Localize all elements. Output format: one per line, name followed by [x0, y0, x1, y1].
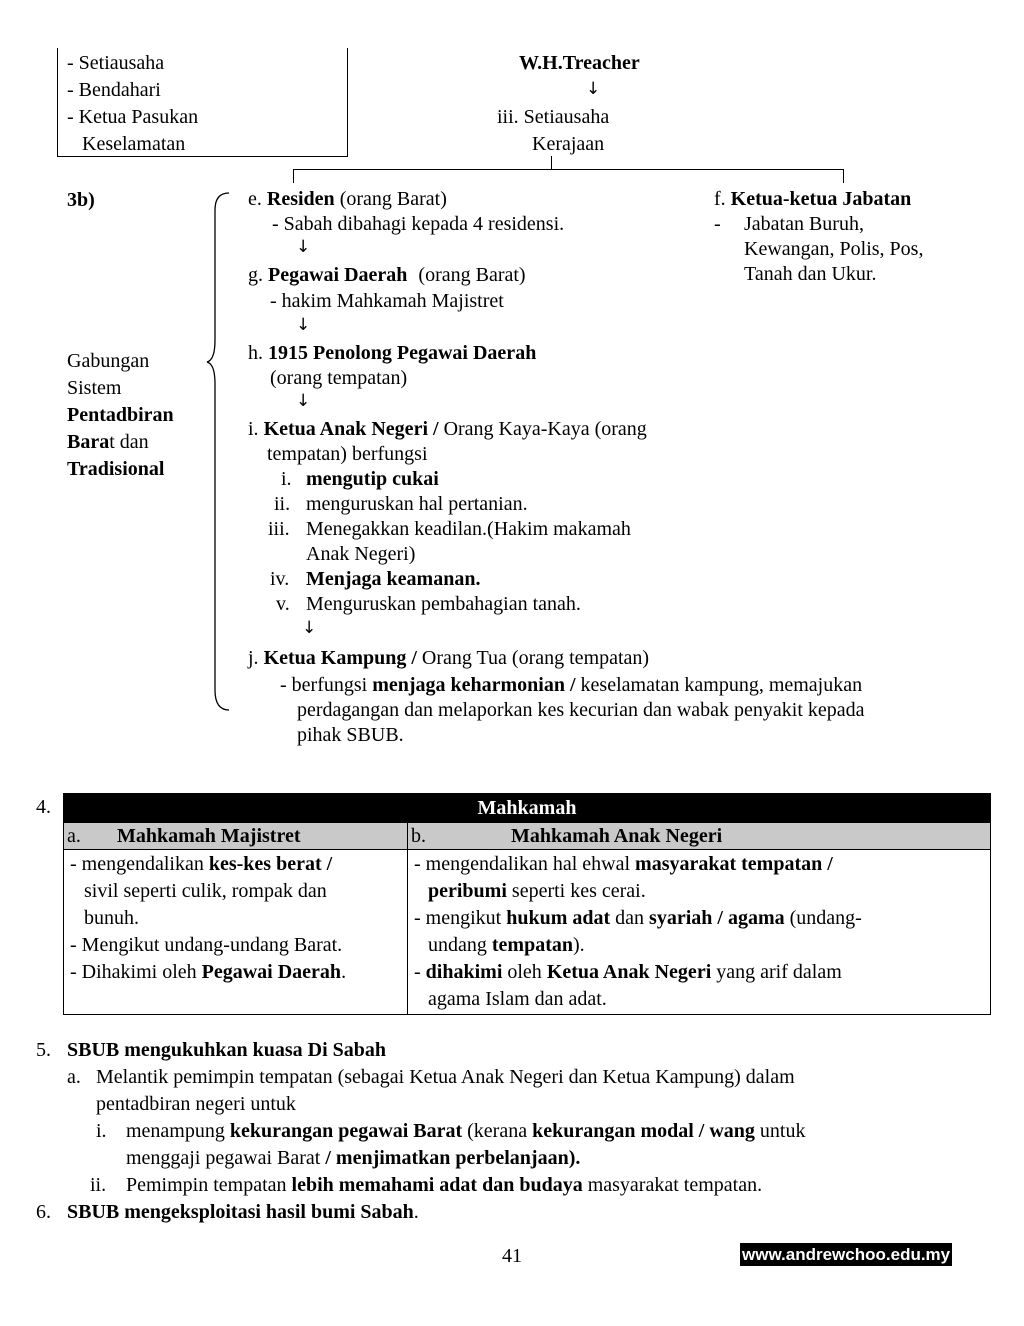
a2: sivil seperti culik, rompak dan: [84, 880, 327, 902]
item-g-sub: - hakim Mahkamah Majistret: [270, 290, 504, 312]
a1-bold: kes-kes berat /: [208, 853, 333, 875]
item-h-penolong: [248, 343, 536, 363]
b5-a: -: [414, 961, 421, 983]
left-label-barat-rest: t dan: [109, 431, 149, 453]
item-f-line1: Jabatan Buruh,: [744, 213, 864, 235]
section-4-number: 4.: [36, 796, 51, 818]
item-h-title: 1915 Penolong Pegawai Daerah: [268, 342, 537, 364]
ii-a: Pemimpin tempatan: [126, 1174, 287, 1196]
sub-item-num: v.: [276, 593, 290, 615]
b3-e: (undang-: [789, 907, 862, 929]
item-f-ketua-jabatan: [714, 189, 911, 209]
majistret-cell: [64, 850, 408, 1015]
i-bold2: kekurangan modal / wang: [532, 1120, 755, 1142]
item-g-title: Pegawai Daerah: [268, 264, 408, 286]
anak-negeri-cell: [408, 850, 991, 1015]
i-e: untuk: [759, 1120, 806, 1142]
b5-bold2: Ketua Anak Negeri: [546, 961, 712, 983]
header-mahkamah-anak-negeri: [408, 823, 991, 850]
connector-right-drop: [843, 169, 844, 183]
b3-bold2: syariah / agama: [649, 907, 785, 929]
left-label-pentadbiran: Pentadbiran: [67, 404, 174, 426]
item-i-title: Ketua Anak Negeri /: [263, 418, 439, 440]
left-label-barat-dan: [67, 432, 149, 452]
sub-item-keadilan: Menegakkan keadilan.(Hakim makamah: [306, 518, 631, 540]
b1-bold: masyarakat tempatan /: [635, 853, 833, 875]
down-arrow-icon: ↓: [296, 315, 311, 335]
section-5a-i-line1: [126, 1121, 805, 1141]
section-5a-i-line2: [126, 1148, 580, 1168]
item-j-line2: perdagangan dan melaporkan kes kecurian dan wabak penyakit kepada: [297, 699, 865, 721]
box-item-ketua-pasukan: - Ketua Pasukan: [67, 106, 199, 128]
box-right-border: [347, 48, 348, 156]
setiausaha-kerajaan-line2: Kerajaan: [532, 133, 605, 155]
b3-a: - mengikut: [414, 907, 502, 929]
sub-item-keadilan-cont: Anak Negeri): [306, 543, 416, 565]
sub-item-num: iii.: [268, 518, 290, 540]
sub-item-pertanian: menguruskan hal pertanian.: [306, 493, 528, 515]
section-6-dot: .: [413, 1201, 419, 1223]
b4-bold: tempatan: [491, 934, 573, 956]
down-arrow-icon: ↓: [302, 618, 317, 638]
item-g-rest: (orang Barat): [418, 264, 526, 286]
sub-item-num: iv.: [270, 568, 290, 590]
item-j-title: Ketua Kampung /: [263, 647, 417, 669]
sub-item-keamanan: Menjaga keamanan.: [306, 568, 481, 590]
section-6-number: 6.: [36, 1201, 51, 1223]
item-g-prefix: g.: [248, 264, 263, 286]
box-bottom-border: [57, 156, 348, 157]
item-f-line3: Tanah dan Ukur.: [744, 263, 877, 285]
left-label-barat-bold: Bara: [67, 431, 110, 453]
i-a: menampung: [126, 1120, 225, 1142]
item-j-ketua-kampung: [248, 648, 649, 668]
curly-brace-icon: [205, 190, 235, 715]
item-h-prefix: h.: [248, 342, 263, 364]
item-j-l1-c: keselamatan kampung, memajukan: [580, 674, 863, 696]
b6: agama Islam dan adat.: [428, 988, 607, 1010]
header-a-title: Mahkamah Majistret: [117, 825, 301, 847]
footer-url[interactable]: www.andrewchoo.edu.my: [742, 1245, 951, 1264]
sub-item-num: ii.: [274, 493, 291, 515]
item-i-ketua-anak-negeri: [248, 419, 647, 439]
item-j-line3: pihak SBUB.: [297, 724, 404, 746]
b1-a: - mengendalikan hal ehwal: [414, 853, 631, 875]
mahkamah-title: Mahkamah: [64, 794, 991, 823]
item-e-residen: [248, 189, 447, 209]
b5-e: yang arif dalam: [716, 961, 842, 983]
header-b-title: Mahkamah Anak Negeri: [511, 825, 723, 847]
down-arrow-icon: ↓: [296, 237, 311, 257]
item-f-title: Ketua-ketua Jabatan: [730, 188, 912, 210]
item-e-rest: (orang Barat): [339, 188, 447, 210]
item-j-line1: [280, 675, 862, 695]
section-5a-line2: pentadbiran negeri untuk: [96, 1093, 296, 1115]
left-label-tradisional: Tradisional: [67, 458, 165, 480]
item-j-l1-a: - berfungsi: [280, 674, 368, 696]
left-label-sistem: Sistem: [67, 377, 122, 399]
item-i-sub: tempatan) berfungsi: [267, 443, 428, 465]
sub-item-mengutip-cukai: mengutip cukai: [306, 468, 439, 490]
treacher-name: W.H.Treacher: [519, 52, 640, 74]
item-f-prefix: f.: [714, 188, 726, 210]
section-6-title-bold: SBUB mengeksploitasi hasil bumi Sabah: [67, 1201, 414, 1223]
item-e-prefix: e.: [248, 188, 262, 210]
a3: bunuh.: [84, 907, 139, 929]
item-f-line2: Kewangan, Polis, Pos,: [744, 238, 924, 260]
box-item-keselamatan: Keselamatan: [82, 133, 186, 155]
section-3b-number: 3b): [67, 189, 95, 211]
section-6-title: [67, 1202, 419, 1222]
box-item-bendahari: - Bendahari: [67, 79, 161, 101]
ii-c: masyarakat tempatan.: [587, 1174, 763, 1196]
a5-a: - Dihakimi oleh: [70, 961, 197, 983]
item-i-rest: Orang Kaya-Kaya (orang: [443, 418, 647, 440]
b5-c: oleh: [507, 961, 542, 983]
section-5a-line1: Melantik pemimpin tempatan (sebagai Ketua Anak Negeri dan Ketua Kampung) dalam: [96, 1066, 795, 1088]
item-j-prefix: j.: [248, 647, 259, 669]
b3-bold: hukum adat: [506, 907, 611, 929]
item-i-prefix: i.: [248, 418, 259, 440]
ii-bold: lebih memahami adat dan budaya: [291, 1174, 583, 1196]
section-5a-i-number: i.: [96, 1120, 107, 1142]
page-number: 41: [502, 1245, 522, 1267]
item-e-title: Residen: [266, 188, 335, 210]
down-arrow-icon: ↓: [296, 391, 311, 411]
i2-a: menggaji pegawai Barat: [126, 1147, 321, 1169]
a5-bold: Pegawai Daerah: [201, 961, 342, 983]
a5-c: .: [341, 961, 347, 983]
setiausaha-kerajaan-line1: iii. Setiausaha: [497, 106, 610, 128]
section-5-title: SBUB mengukuhkan kuasa Di Sabah: [67, 1039, 387, 1061]
i-bold: kekurangan pegawai Barat: [229, 1120, 463, 1142]
a4: - Mengikut undang-undang Barat.: [70, 934, 343, 956]
sub-item-tanah: Menguruskan pembahagian tanah.: [306, 593, 581, 615]
box-item-setiausaha: - Setiausaha: [67, 52, 165, 74]
section-5-number: 5.: [36, 1039, 51, 1061]
connector-left-drop: [293, 169, 294, 183]
section-5a-ii-line: [126, 1175, 762, 1195]
sub-item-num: i.: [281, 468, 292, 490]
item-j-rest: Orang Tua (orang tempatan): [421, 647, 650, 669]
b3-c: dan: [615, 907, 645, 929]
item-h-sub: (orang tempatan): [270, 367, 408, 389]
left-label-gabungan: Gabungan: [67, 350, 150, 372]
item-f-dash: -: [714, 213, 721, 235]
header-b-letter: b.: [411, 825, 426, 847]
section-5a-ii-number: ii.: [90, 1174, 107, 1196]
connector-stem: [551, 156, 552, 169]
mahkamah-table: [63, 793, 991, 1015]
b2-b: seperti kes cerai.: [511, 880, 646, 902]
a1-a: - mengendalikan: [70, 853, 204, 875]
b2-bold: peribumi: [428, 880, 507, 902]
b5-bold: dihakimi: [425, 961, 503, 983]
i2-bold: / menjimatkan perbelanjaan).: [325, 1147, 581, 1169]
b4-c: ).: [573, 934, 585, 956]
b4-a: undang: [428, 934, 487, 956]
box-left-border: [57, 48, 58, 156]
item-e-sub: - Sabah dibahagi kepada 4 residensi.: [272, 213, 565, 235]
down-arrow-icon: ↓: [586, 79, 601, 99]
header-a-letter: a.: [67, 825, 81, 847]
section-5a-letter: a.: [67, 1066, 81, 1088]
item-j-l1-bold: menjaga keharmonian /: [372, 674, 576, 696]
item-g-pegawai-daerah: [248, 265, 526, 285]
connector-horizontal: [293, 169, 843, 170]
header-mahkamah-majistret: [64, 823, 408, 850]
i-c: (kerana: [467, 1120, 528, 1142]
